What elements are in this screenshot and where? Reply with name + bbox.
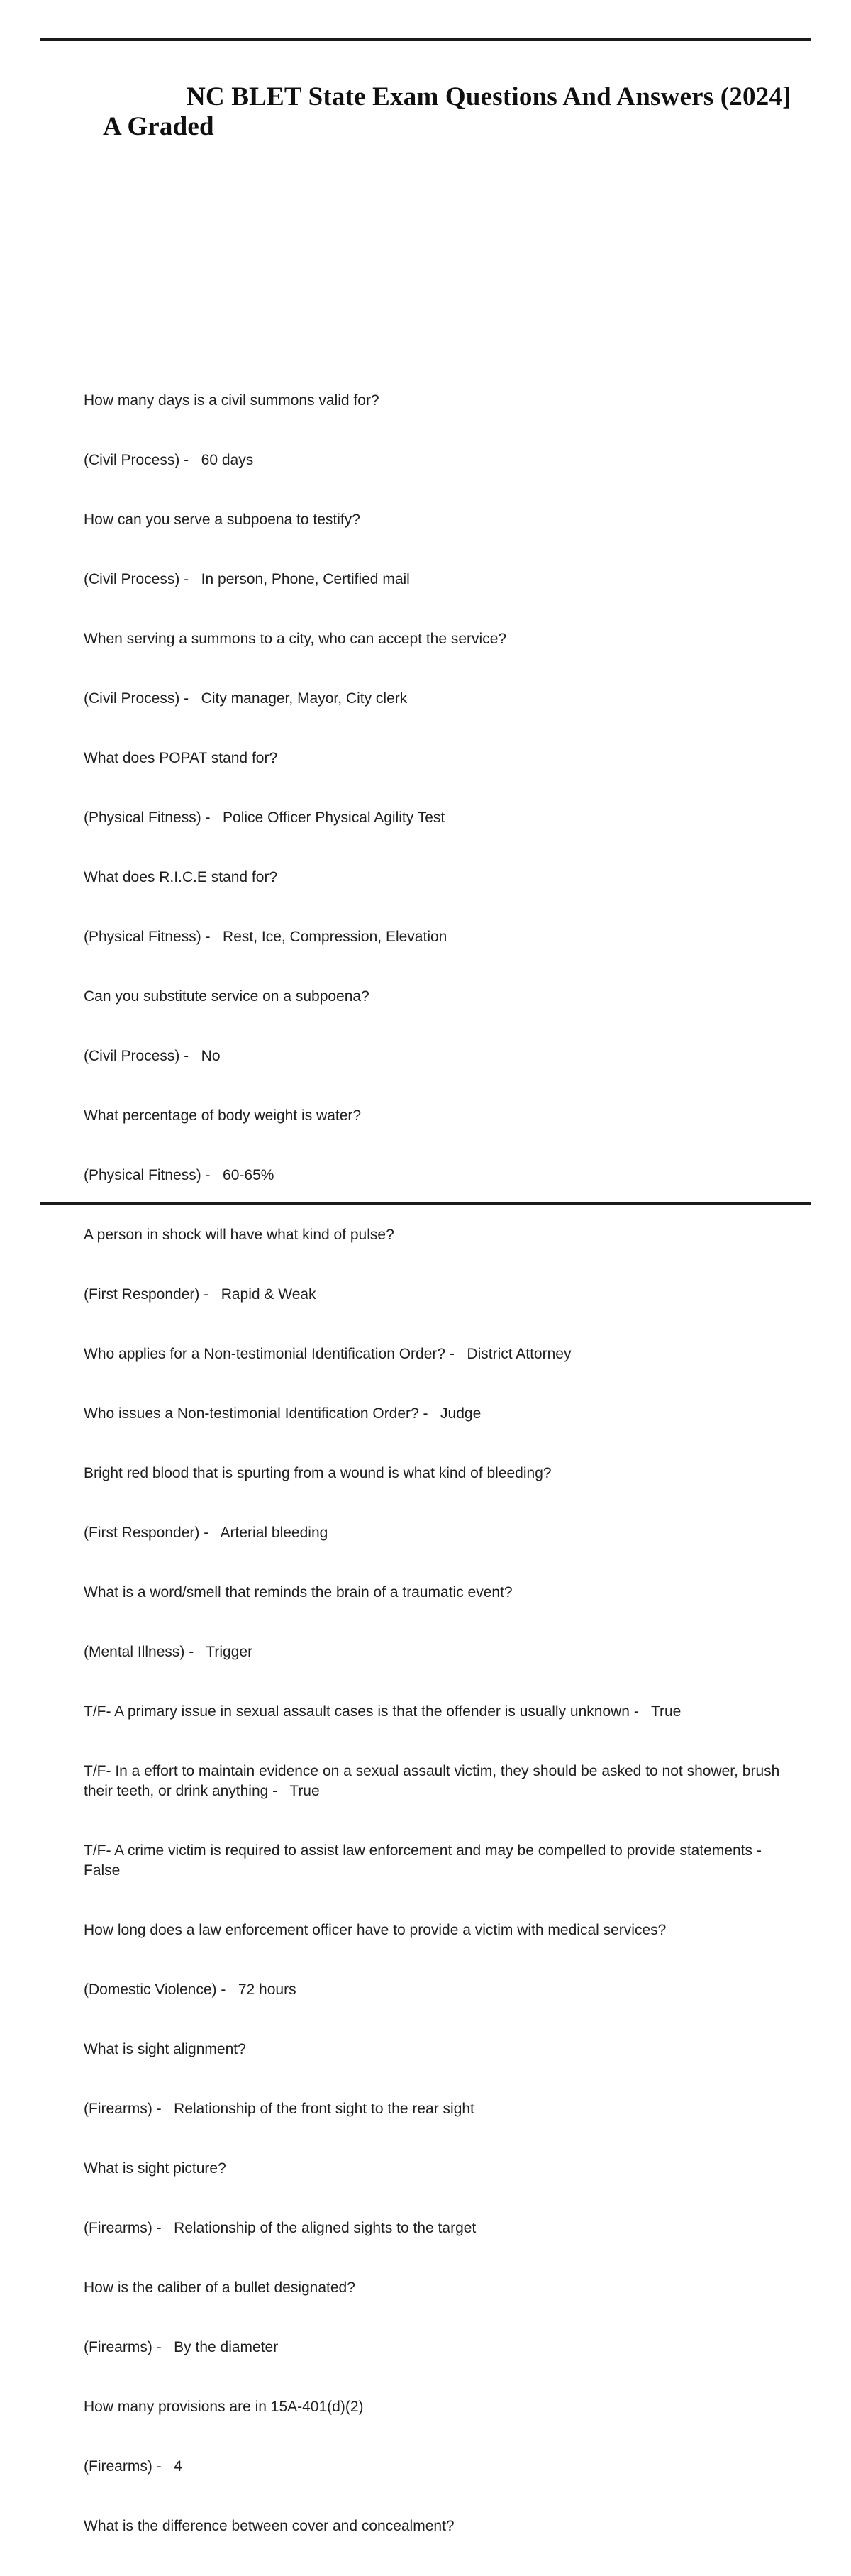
qa-line: (Domestic Violence) - 72 hours [84,1981,296,1998]
qa-line: What is the difference between cover and concealment? [84,2518,455,2534]
qa-line: What is a word/smell that reminds the brain of a traumatic event? [84,1584,513,1601]
qa-line: (Civil Process) - In person, Phone, Certified mail [84,571,410,587]
qa-line: (Civil Process) - No [84,1048,221,1064]
qa-line: Bright red blood that is spurting from a wound is what kind of bleeding? [84,1465,552,1481]
qa-line: T/F- A crime victim is required to assist law enforcement and may be compelled to provide statements - False [84,1842,774,1879]
qa-line: (Firearms) - 4 [84,2458,182,2475]
qa-line: T/F- In a effort to maintain evidence on a sexual assault victim, they should be asked to not shower, brush their teeth, or drink anything - True [84,1763,784,1799]
qa-line: T/F- A primary issue in sexual assault cases is that the offender is usually unknown - True [84,1703,682,1720]
qa-line: (Physical Fitness) - Rest, Ice, Compression, Elevation [84,929,447,945]
qa-line: When serving a summons to a city, who can accept the service? [84,631,507,647]
qa-line: Who applies for a Non-testimonial Identification Order? - District Attorney [84,1346,572,1362]
qa-line: How is the caliber of a bullet designated? [84,2279,355,2296]
qa-line: (First Responder) - Rapid & Weak [84,1286,316,1303]
qa-line: What does POPAT stand for? [84,750,278,766]
top-divider-rule [40,38,811,41]
qa-line: (Firearms) - Relationship of the front sight to the rear sight [84,2101,474,2117]
qa-line: (Physical Fitness) - Police Officer Physical Agility Test [84,809,445,826]
qa-line: What is sight alignment? [84,2041,246,2057]
qa-line: How long does a law enforcement officer have to provide a victim with medical services? [84,1922,667,1938]
bottom-divider-rule [40,1202,811,1205]
qa-line: A person in shock will have what kind of pulse? [84,1227,394,1243]
qa-line: (Civil Process) - City manager, Mayor, City clerk [84,690,408,707]
document-title-line-2: A Graded [103,112,214,141]
qa-line: How can you serve a subpoena to testify? [84,512,360,528]
qa-line: (First Responder) - Arterial bleeding [84,1525,328,1541]
qa-line: Can you substitute service on a subpoena? [84,988,369,1005]
qa-line: Who issues a Non-testimonial Identification Order? - Judge [84,1405,482,1422]
qa-line: (Physical Fitness) - 60-65% [84,1167,274,1183]
qa-line: (Firearms) - By the diameter [84,2339,279,2355]
qa-list [84,351,786,2576]
qa-line: What is sight picture? [84,2160,226,2177]
qa-line: What percentage of body weight is water? [84,1107,362,1124]
qa-line: (Firearms) - Relationship of the aligned sights to the target [84,2220,477,2236]
qa-line: How many days is a civil summons valid for? [84,392,379,409]
document-title [103,82,812,142]
qa-line: (Mental Illness) - Trigger [84,1644,253,1660]
qa-line: How many provisions are in 15A-401(d)(2) [84,2399,364,2415]
qa-line: What does R.I.C.E stand for? [84,869,278,885]
qa-line: (Civil Process) - 60 days [84,452,254,468]
document-title-line-1: NC BLET State Exam Questions And Answers (2024] [187,82,791,111]
